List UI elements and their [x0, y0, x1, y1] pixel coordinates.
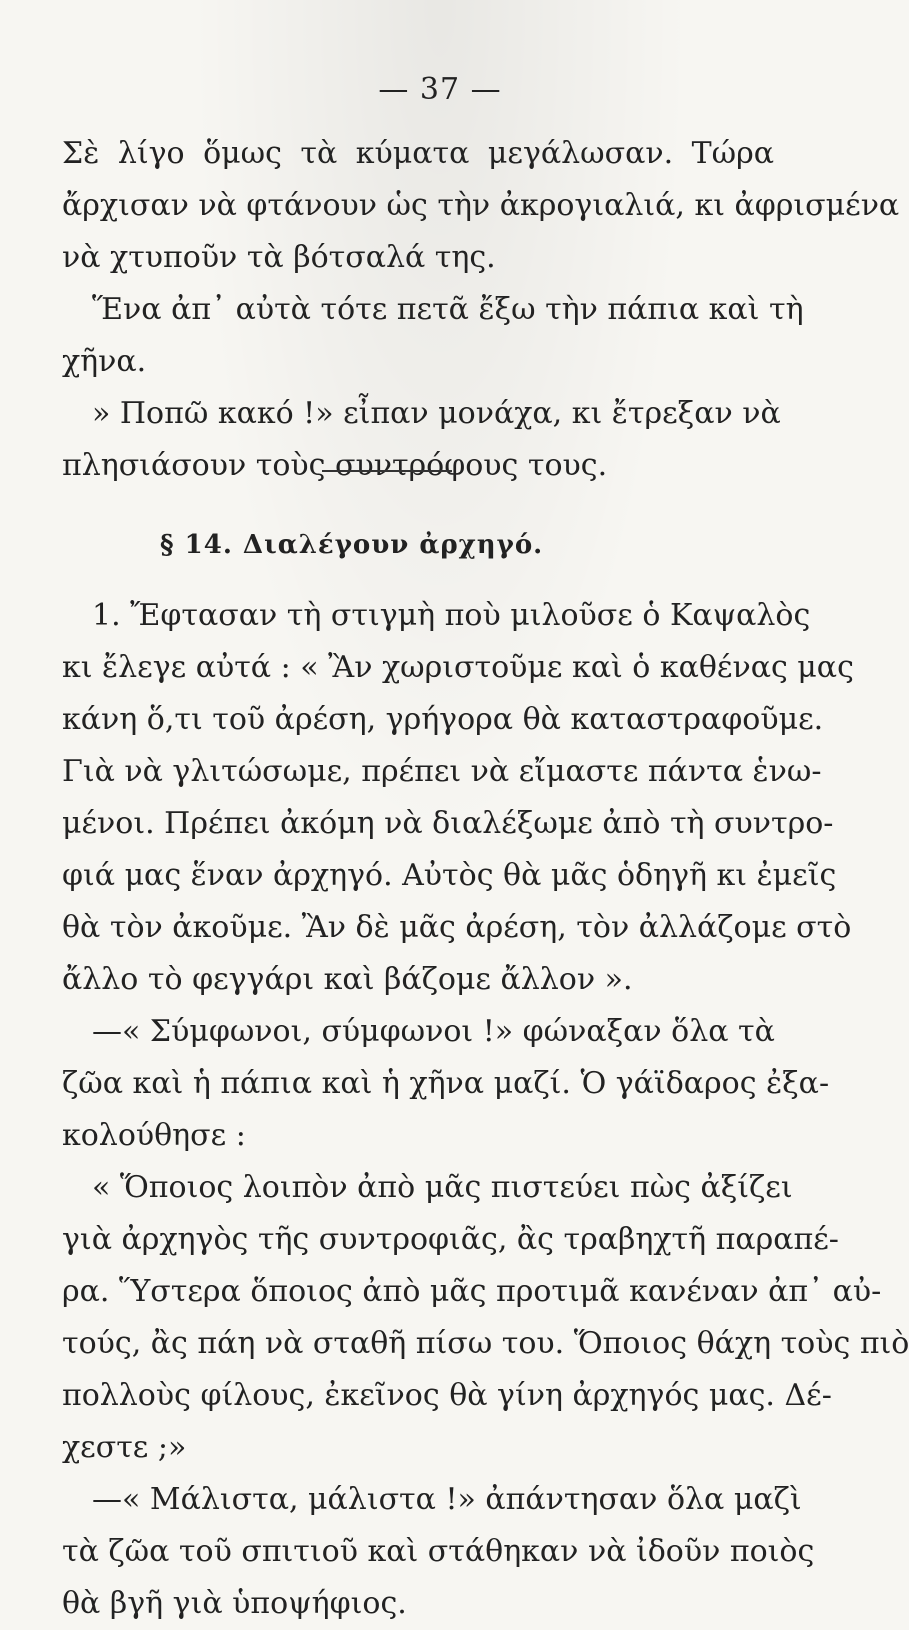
text-line: μένοι. Πρέπει ἀκόμη νὰ διαλέξωμε ἀπὸ τὴ συντρο- [62, 806, 834, 841]
text-line: » Ποπῶ κακό !» εἶπαν μονάχα, κι ἔτρεξαν νὰ [92, 396, 781, 431]
text-line: 1. Ἔφτασαν τὴ στιγμὴ ποὺ μιλοῦσε ὁ Καψαλὸς [92, 598, 811, 633]
text-line: τούς, ἂς πάη νὰ σταθῆ πίσω του. Ὅποιος θάχη τοὺς πιὸ [62, 1326, 909, 1361]
text-line: γιὰ ἀρχηγὸς τῆς συντροφιᾶς, ἂς τραβηχτῆ παραπέ- [62, 1222, 839, 1257]
text-line: πλησιάσουν τοὺς συντρόφους τους. [62, 448, 608, 483]
paragraph-1 [62, 128, 900, 492]
text-line: φιά μας ἕναν ἀρχηγό. Αὐτὸς θὰ μᾶς ὁδηγῆ κι ἐμεῖς [62, 858, 837, 893]
text-line: χεστε ;» [62, 1430, 187, 1465]
text-line: νὰ χτυποῦν τὰ βότσαλά της. [62, 240, 496, 275]
text-line: ἄρχισαν νὰ φτάνουν ὡς τὴν ἀκρογιαλιά, κι ἀφρισμένα [62, 188, 900, 223]
text-line: θὰ τὸν ἀκοῦμε. Ἂν δὲ μᾶς ἀρέση, τὸν ἀλλάζομε στὸ [62, 910, 852, 945]
page-number: — 37 — [378, 72, 502, 107]
paragraph-2 [62, 590, 909, 1630]
text-line: θὰ βγῆ γιὰ ὑποψήφιος. [62, 1586, 407, 1621]
section-heading: § 14. Διαλέγουν ἀρχηγό. [160, 530, 544, 560]
text-line: Γιὰ νὰ γλιτώσωμε, πρέπει νὰ εἴμαστε πάντα ἑνω- [62, 754, 822, 789]
text-line: κάνη ὅ,τι τοῦ ἀρέση, γρήγορα θὰ καταστραφοῦμε. [62, 702, 824, 737]
text-line: Σὲ λίγο ὅμως τὰ κύματα μεγάλωσαν. Τώρα [62, 136, 774, 171]
text-line: « Ὅποιος λοιπὸν ἀπὸ μᾶς πιστεύει πὼς ἀξίζει [92, 1170, 793, 1205]
text-line: πολλοὺς φίλους, ἐκεῖνος θὰ γίνη ἀρχηγός μας. Δέ- [62, 1378, 832, 1413]
text-line: χῆνα. [62, 344, 147, 379]
text-line: τὰ ζῶα τοῦ σπιτιοῦ καὶ στάθηκαν νὰ ἰδοῦν ποιὸς [62, 1534, 815, 1569]
text-line: ρα. Ὕστερα ὅποιος ἀπὸ μᾶς προτιμᾶ κανέναν ἀπ᾽ αὐ- [62, 1274, 882, 1309]
text-line: ἄλλο τὸ φεγγάρι καὶ βάζομε ἄλλον ». [62, 962, 633, 997]
text-line: —« Σύμφωνοι, σύμφωνοι !» φώναξαν ὅλα τὰ [92, 1014, 775, 1049]
text-line: κι ἔλεγε αὐτά : « Ἂν χωριστοῦμε καὶ ὁ καθένας μας [62, 650, 854, 685]
text-line: ζῶα καὶ ἡ πάπια καὶ ἡ χῆνα μαζί. Ὁ γάϊδαρος ἐξα- [62, 1066, 830, 1101]
text-line: —« Μάλιστα, μάλιστα !» ἀπάντησαν ὅλα μαζὶ [92, 1482, 802, 1517]
text-line: κολούθησε : [62, 1118, 246, 1153]
text-line: Ἕνα ἀπ᾽ αὐτὰ τότε πετᾶ ἔξω τὴν πάπια καὶ τὴ [92, 292, 804, 327]
section-divider [322, 470, 452, 472]
